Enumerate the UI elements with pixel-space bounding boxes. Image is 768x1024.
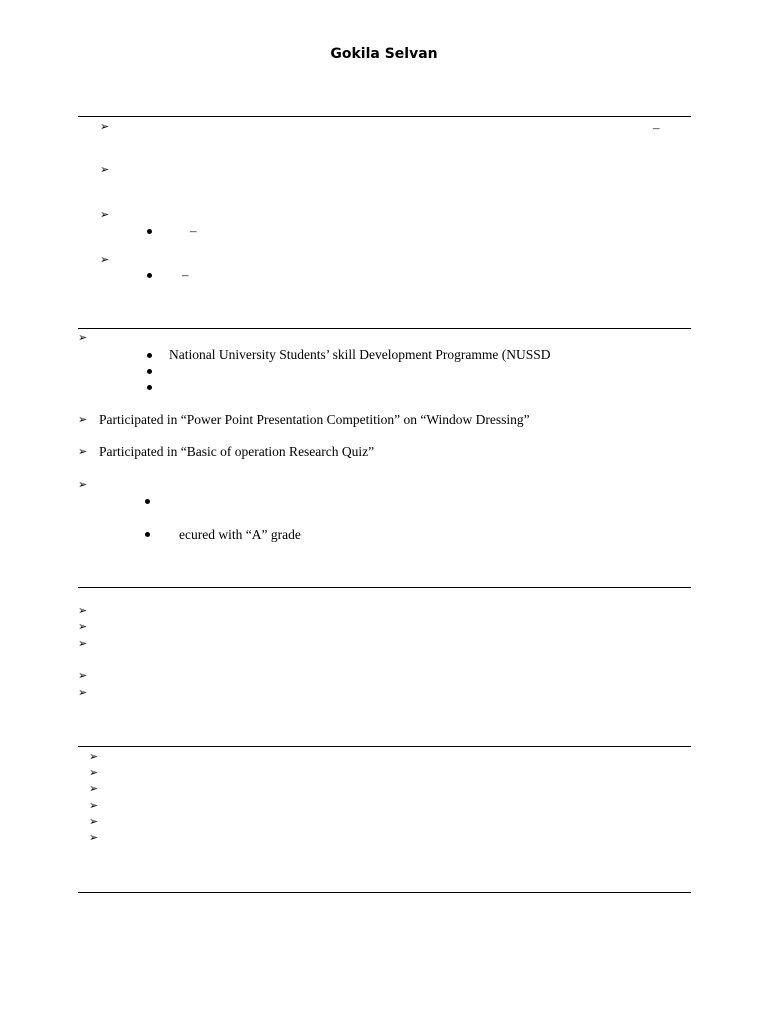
arrow-bullet-icon: ➢ [78,620,88,633]
dash-mark: – [182,267,189,282]
arrow-bullet-icon: ➢ [89,831,99,844]
arrow-bullet-icon: ➢ [89,766,99,779]
bullet-dot-icon [147,353,152,358]
arrow-bullet-icon: ➢ [78,413,88,426]
quiz-text: Participated in “Basic of operation Research Quiz” [99,444,375,459]
arrow-bullet-icon: ➢ [100,208,110,221]
arrow-bullet-icon: ➢ [89,799,99,812]
dash-mark: – [653,120,660,135]
arrow-bullet-icon: ➢ [100,120,110,133]
section-divider [78,328,691,329]
arrow-bullet-icon: ➢ [78,445,88,458]
arrow-bullet-icon: ➢ [89,815,99,828]
ppt-competition-text: Participated in “Power Point Presentation Competition” on “Window Dressing” [99,412,530,427]
arrow-bullet-icon: ➢ [89,782,99,795]
bullet-dot-icon [147,385,152,390]
bullet-dot-icon [147,229,152,234]
section-divider [78,892,691,893]
section-divider [78,116,691,117]
arrow-bullet-icon: ➢ [78,478,88,491]
bullet-dot-icon [147,369,152,374]
arrow-bullet-icon: ➢ [78,637,88,650]
bullet-dot-icon [145,532,150,537]
arrow-bullet-icon: ➢ [78,331,88,344]
arrow-bullet-icon: ➢ [89,750,99,763]
arrow-bullet-icon: ➢ [78,604,88,617]
arrow-bullet-icon: ➢ [100,163,110,176]
section-divider [78,746,691,747]
bullet-dot-icon [145,499,150,504]
grade-text: ecured with “A” grade [179,527,301,542]
section-divider [78,587,691,588]
nussd-text: National University Students’ skill Development Programme (NUSSD [169,347,551,362]
dash-mark: – [190,223,197,238]
arrow-bullet-icon: ➢ [78,686,88,699]
bullet-dot-icon [147,273,152,278]
candidate-name: Gokila Selvan [330,46,438,62]
arrow-bullet-icon: ➢ [100,253,110,266]
arrow-bullet-icon: ➢ [78,669,88,682]
